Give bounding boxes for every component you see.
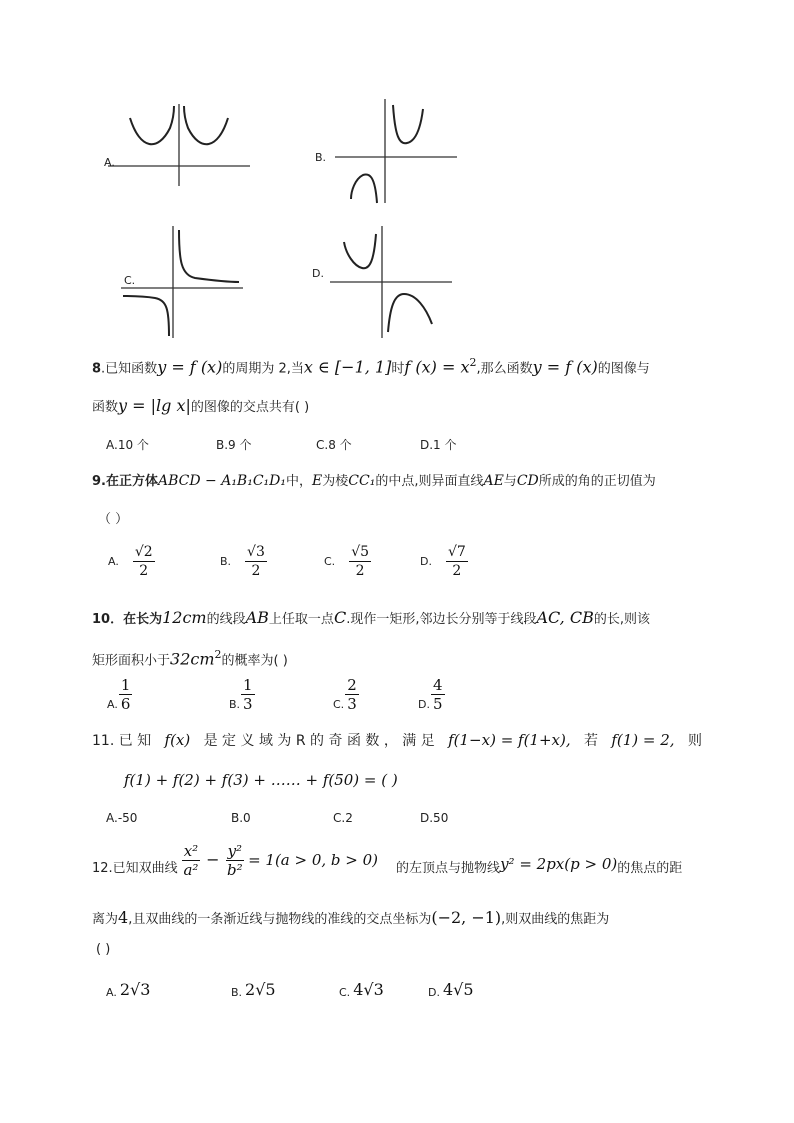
option-letter: D. [428, 986, 440, 999]
q11-text: 若 [584, 733, 598, 749]
fraction-denominator: 3 [243, 695, 253, 713]
q8-text: 的图像与 [597, 361, 650, 377]
q10-text: .现作一矩形,邻边长分别等于线段 [346, 612, 537, 627]
option-letter: B. [220, 555, 232, 568]
q9-option-a[interactable] [108, 543, 155, 580]
fraction-denominator: 3 [347, 695, 357, 713]
q9-math: AE [483, 473, 504, 489]
q8-option-a[interactable]: A.10 个 [106, 438, 149, 452]
question-11-line-1 [92, 730, 702, 750]
q8-math: f (x) = x [404, 357, 470, 377]
graph-d-label: D. [312, 267, 324, 280]
q9-text: 所成的角的正切值为 [538, 474, 656, 489]
q12-option-c[interactable] [339, 980, 384, 999]
option-value: 4√5 [442, 980, 474, 999]
q12-math: y² = 2px(p > 0) [500, 855, 618, 873]
q9-text: 为棱 [322, 474, 349, 489]
q11-text: 是 定 义 域 为 R 的 奇 函 数 ， 满 足 [203, 733, 435, 749]
q11-math: f(1−x) = f(1+x), [448, 731, 571, 749]
q9-text: 与 [503, 474, 517, 489]
fraction-numerator: √7 [447, 544, 466, 560]
q12-option-b[interactable] [231, 980, 276, 999]
fraction-denominator: 2 [251, 563, 261, 579]
option-letter: A. [106, 986, 117, 999]
minus-sign: − [206, 850, 220, 869]
option-letter: B. [231, 986, 243, 999]
q8-text: .已知函数 [101, 361, 158, 377]
q11-option-a[interactable]: A.-50 [106, 811, 138, 825]
option-fraction [245, 543, 267, 580]
fraction-numerator: y² [227, 842, 243, 860]
q12-text: 的焦点的距 [617, 861, 683, 876]
q10-option-c[interactable] [333, 676, 359, 713]
question-8-line-2 [92, 396, 309, 415]
graph-b [325, 95, 465, 205]
q9-option-c[interactable] [324, 543, 371, 580]
fraction-denominator: b² [227, 861, 243, 879]
q12-option-a[interactable] [106, 980, 150, 999]
q10-text: 的长,则该 [593, 612, 650, 627]
q12-text: ,则双曲线的焦距为 [501, 912, 610, 927]
q10-math: AB [245, 608, 269, 627]
q8-option-b[interactable]: B.9 个 [216, 438, 252, 452]
q8-math: x ∈ [−1, 1] [303, 357, 392, 377]
option-fraction [345, 676, 359, 713]
q12-text: 12.已知双曲线 [92, 861, 178, 876]
q9-text: 的中点,则异面直线 [375, 474, 484, 489]
q10-text: 上任取一点 [268, 612, 334, 627]
option-letter: A. [108, 555, 119, 568]
q10-option-a[interactable] [107, 676, 132, 713]
option-fraction [431, 676, 445, 713]
fraction-denominator: 6 [120, 695, 131, 713]
q8-text: 的图像的交点共有( ) [190, 400, 310, 415]
fraction-denominator: 2 [452, 563, 462, 579]
option-fraction [133, 543, 155, 580]
q9-answer-paren: （ ） [98, 512, 129, 527]
option-fraction [241, 676, 255, 713]
option-letter: C. [333, 698, 345, 711]
option-letter: D. [420, 555, 432, 568]
q10-text: 的概率为( ) [221, 653, 288, 669]
q10-math: 32cm [170, 649, 215, 669]
option-letter: D. [418, 698, 430, 711]
q10-option-d[interactable] [418, 676, 445, 713]
q8-math: y = |lg x| [118, 396, 191, 415]
question-9-line-1 [92, 470, 656, 489]
q8-text: 函数 [92, 400, 119, 415]
q8-math: y = f (x) [157, 357, 223, 377]
fraction-numerator: √3 [247, 544, 265, 560]
q9-math: E [312, 473, 323, 489]
q11-text: 则 [687, 733, 702, 749]
fraction-numerator: 1 [120, 676, 131, 694]
q12-text: 离为 [92, 912, 119, 927]
q8-text: ,那么函数 [476, 361, 533, 377]
question-10-line-1 [92, 608, 650, 627]
q11-option-c[interactable]: C.2 [333, 811, 353, 825]
q11-math: f(1) = 2, [611, 731, 675, 749]
q10-text: 10．在长为 [92, 612, 163, 627]
fraction-numerator: 2 [347, 676, 357, 694]
q12-text: 的左顶点与抛物线 [396, 861, 501, 876]
question-10-line-2 [92, 648, 288, 668]
graph-c-label: C. [124, 274, 136, 287]
q9-math: CD [516, 473, 539, 489]
q12-fraction-x [182, 842, 200, 879]
question-8-line-1 [92, 356, 650, 376]
option-fraction [446, 543, 468, 580]
option-letter: A. [107, 698, 118, 711]
graph-b-label: B. [315, 151, 327, 164]
fraction-denominator: a² [183, 861, 199, 879]
fraction-numerator: √2 [134, 544, 153, 560]
question-12-line-1 [92, 842, 682, 879]
q12-math: = 1(a > 0, b > 0) [248, 851, 379, 869]
q10-math-sup: 2 [214, 648, 222, 661]
q10-math: C [333, 608, 347, 627]
q9-math: ABCD − A₁B₁C₁D₁ [157, 473, 286, 489]
q8-text: 的周期为 2,当 [222, 361, 304, 377]
question-number: 8 [92, 361, 102, 377]
q12-text: ,且双曲线的一条渐近线与抛物线的准线的交点坐标为 [128, 912, 432, 927]
option-fraction [119, 676, 133, 713]
q8-option-c[interactable]: C.8 个 [316, 438, 352, 452]
q12-fraction-y [226, 842, 245, 879]
option-value: 2√3 [119, 980, 151, 999]
q12-math: 4 [118, 908, 129, 927]
q12-option-d[interactable] [428, 980, 474, 999]
q11-sum-expression: f(1) + f(2) + f(3) + …… + f(50) = ( ) [124, 771, 398, 789]
fraction-denominator: 2 [139, 563, 149, 579]
q10-math: 12cm [162, 608, 207, 627]
option-fraction [349, 543, 371, 580]
fraction-denominator: 5 [432, 695, 443, 713]
q11-text: 11. 已 知 [92, 733, 152, 749]
option-value: 4√3 [353, 980, 384, 999]
q8-math-sup: 2 [469, 356, 477, 369]
fraction-numerator: x² [183, 842, 199, 860]
q9-option-b[interactable] [220, 543, 267, 580]
fraction-denominator: 2 [355, 563, 365, 579]
fraction-numerator: 4 [432, 676, 443, 694]
q9-text: 9.在正方体 [92, 474, 158, 489]
option-letter: B. [229, 698, 241, 711]
question-12-line-2 [92, 908, 609, 927]
q10-math: AC, CB [536, 608, 594, 627]
graph-c [115, 220, 255, 340]
q12-math: (−2, −1) [431, 908, 502, 927]
q12-answer-paren: ( ) [96, 942, 111, 957]
q8-math: y = f (x) [532, 357, 598, 377]
option-letter: C. [324, 555, 336, 568]
q10-text: 的线段 [206, 612, 246, 627]
graph-a-label: A. [104, 156, 115, 169]
q11-option-b[interactable]: B.0 [231, 811, 251, 825]
q9-math: CC₁ [348, 473, 376, 489]
graph-a [100, 100, 260, 190]
fraction-numerator: √5 [351, 544, 370, 560]
q9-option-d[interactable] [420, 543, 468, 580]
q10-option-b[interactable] [229, 676, 255, 713]
fraction-numerator: 1 [243, 676, 253, 694]
option-letter: C. [339, 986, 351, 999]
graph-d [320, 220, 460, 340]
q10-text: 矩形面积小于 [92, 653, 171, 669]
q9-text: 中， [286, 474, 313, 489]
q11-option-d[interactable]: D.50 [420, 811, 449, 825]
q8-text: 时 [391, 361, 405, 377]
q8-option-d[interactable]: D.1 个 [420, 438, 457, 452]
q11-math: f(x) [164, 731, 191, 749]
option-value: 2√5 [245, 980, 276, 999]
